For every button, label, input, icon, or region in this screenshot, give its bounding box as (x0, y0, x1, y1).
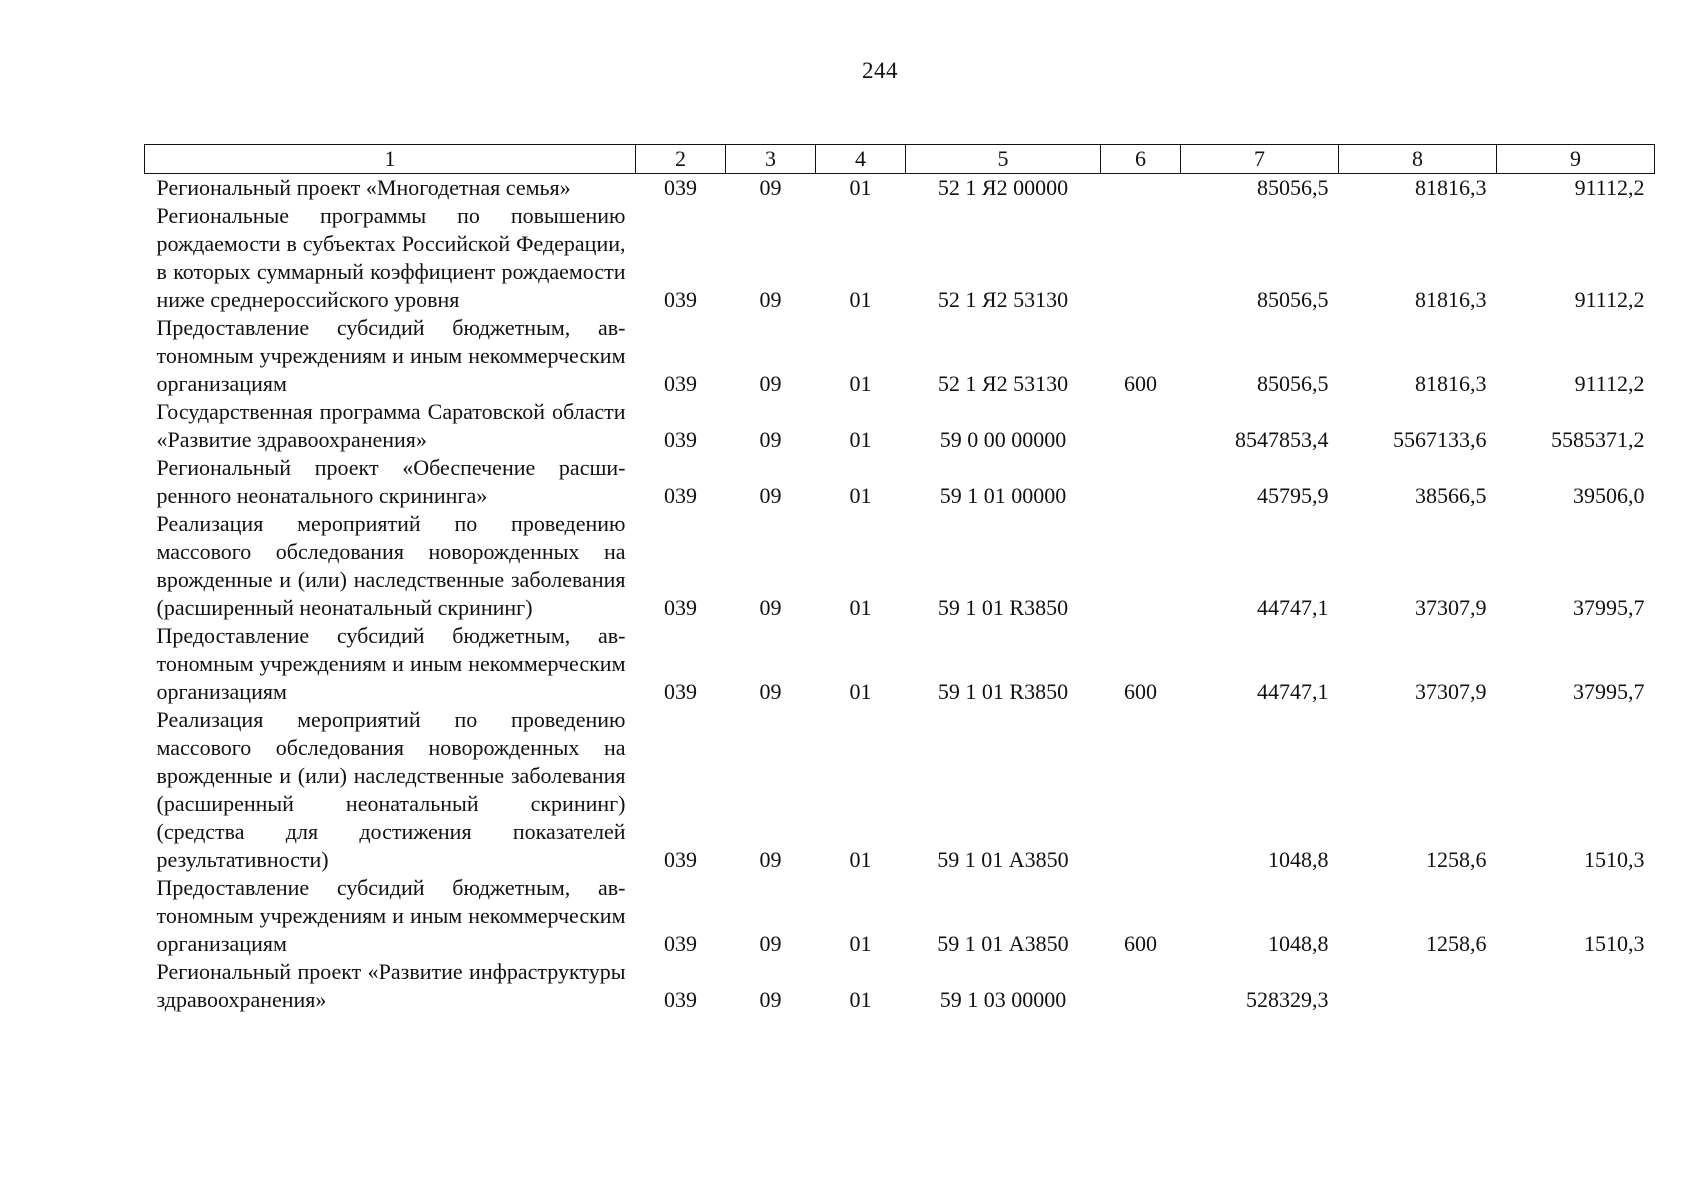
cell-amount-col8: 1258,6 (1426, 847, 1487, 872)
table-row (145, 174, 1655, 203)
cell-amount-col9: 39506,0 (1573, 483, 1645, 508)
budget-table (144, 144, 1655, 1014)
cell-target-article: 59 1 03 00000 (939, 987, 1067, 1012)
cell-amount-col8: 1258,6 (1426, 931, 1487, 956)
column-header: 5 (906, 145, 1101, 174)
cell-target-article: 52 1 Я2 53130 (937, 371, 1069, 396)
table-row (145, 398, 1655, 454)
row-description: Региональный проект «Обеспечение расширенного неонатального скрининга» (156, 455, 626, 508)
cell-amount-col7: 44747,1 (1257, 679, 1329, 704)
table-body (145, 174, 1655, 1015)
cell-section: 09 (759, 427, 782, 452)
cell-section: 09 (759, 847, 782, 872)
cell-section: 09 (759, 371, 782, 396)
cell-expense-type: 600 (1124, 931, 1157, 956)
cell-expense-type (1101, 958, 1181, 1014)
row-description: Предоставление субсидий бюджетным, автономным учреждениям и иным некоммерческим организациям (156, 315, 626, 396)
cell-ministry-code: 039 (664, 175, 697, 200)
cell-amount-col8: 38566,5 (1415, 483, 1487, 508)
column-header: 2 (636, 145, 726, 174)
table-row (145, 958, 1655, 1014)
cell-amount-col9: 1510,3 (1584, 847, 1645, 872)
column-header: 6 (1101, 145, 1181, 174)
cell-subsection: 01 (849, 287, 872, 312)
cell-target-article: 59 1 01 А3850 (937, 847, 1069, 872)
cell-amount-col8: 81816,3 (1415, 175, 1487, 200)
cell-ministry-code: 039 (664, 679, 697, 704)
cell-expense-type (1101, 174, 1181, 203)
cell-ministry-code: 039 (664, 287, 697, 312)
cell-expense-type: 600 (1124, 679, 1157, 704)
cell-amount-col9: 37995,7 (1573, 595, 1645, 620)
cell-section: 09 (759, 987, 782, 1012)
cell-expense-type (1101, 454, 1181, 510)
row-description: Региональные программы по повышению рождаемости в субъектах Российской Федерации, в которых суммарный коэффициент рождаемости ниже среднероссийского уровня (156, 203, 626, 312)
cell-section: 09 (759, 595, 782, 620)
cell-section: 09 (759, 175, 782, 200)
table-row (145, 874, 1655, 958)
cell-ministry-code: 039 (664, 483, 697, 508)
cell-amount-col9: 91112,2 (1574, 175, 1645, 200)
cell-section: 09 (759, 931, 782, 956)
cell-amount-col7: 85056,5 (1257, 175, 1329, 200)
table-row (145, 454, 1655, 510)
cell-target-article: 59 1 01 R3850 (937, 595, 1069, 620)
cell-subsection: 01 (849, 175, 872, 200)
cell-amount-col7: 1048,8 (1268, 931, 1329, 956)
cell-ministry-code: 039 (664, 595, 697, 620)
cell-amount-col7: 45795,9 (1257, 483, 1329, 508)
table-row (145, 510, 1655, 622)
cell-ministry-code: 039 (664, 427, 697, 452)
cell-amount-col7: 1048,8 (1268, 847, 1329, 872)
cell-amount-col7: 8547853,4 (1235, 427, 1329, 452)
cell-target-article: 59 1 01 R3850 (937, 679, 1069, 704)
cell-target-article: 52 1 Я2 53130 (937, 287, 1069, 312)
column-header: 8 (1339, 145, 1497, 174)
cell-target-article: 52 1 Я2 00000 (937, 175, 1069, 200)
row-description: Реализация мероприятий по проведению массового обследования новорожденных на врожденные и (или) наследственные заболевания (расширенный неонатальный скрининг) (средства для достижения показателей результативности) (156, 707, 626, 872)
column-header: 7 (1181, 145, 1339, 174)
row-description: Государственная программа Саратовской области «Развитие здравоохранения» (156, 399, 626, 452)
cell-amount-col9 (1497, 958, 1655, 1014)
cell-amount-col7: 528329,3 (1246, 987, 1329, 1012)
cell-section: 09 (759, 483, 782, 508)
table-row (145, 314, 1655, 398)
table-row (145, 622, 1655, 706)
cell-ministry-code: 039 (664, 371, 697, 396)
column-header: 1 (145, 145, 636, 174)
cell-amount-col7: 85056,5 (1257, 371, 1329, 396)
cell-amount-col7: 85056,5 (1257, 287, 1329, 312)
cell-subsection: 01 (849, 679, 872, 704)
row-description: Предоставление субсидий бюджетным, автономным учреждениям и иным некоммерческим организациям (156, 875, 626, 956)
cell-amount-col9: 1510,3 (1584, 931, 1645, 956)
page-number: 244 (862, 58, 898, 83)
cell-section: 09 (759, 679, 782, 704)
cell-expense-type (1101, 706, 1181, 874)
table-row (145, 202, 1655, 314)
cell-subsection: 01 (849, 847, 872, 872)
cell-subsection: 01 (849, 427, 872, 452)
cell-amount-col7: 44747,1 (1257, 595, 1329, 620)
row-description: Реализация мероприятий по проведению массового обследования новорожденных на врожденные и (или) наследственные заболевания (расширенный неонатальный скрининг) (156, 511, 626, 620)
cell-target-article: 59 1 01 00000 (939, 483, 1067, 508)
row-description: Региональный проект «Развитие инфраструктуры здравоохранения» (156, 959, 626, 1012)
cell-expense-type (1101, 202, 1181, 314)
cell-target-article: 59 1 01 А3850 (937, 931, 1069, 956)
cell-ministry-code: 039 (664, 931, 697, 956)
cell-amount-col9: 37995,7 (1573, 679, 1645, 704)
cell-amount-col9: 5585371,2 (1551, 427, 1645, 452)
table-header-row (145, 145, 1655, 174)
cell-amount-col8: 81816,3 (1415, 287, 1487, 312)
cell-amount-col9: 91112,2 (1574, 371, 1645, 396)
cell-amount-col8: 81816,3 (1415, 371, 1487, 396)
cell-amount-col9: 91112,2 (1574, 287, 1645, 312)
cell-amount-col8: 37307,9 (1415, 595, 1487, 620)
cell-ministry-code: 039 (664, 987, 697, 1012)
cell-expense-type (1101, 398, 1181, 454)
cell-subsection: 01 (849, 595, 872, 620)
table-row (145, 706, 1655, 874)
cell-subsection: 01 (849, 987, 872, 1012)
column-header: 4 (816, 145, 906, 174)
row-description: Региональный проект «Многодетная семья» (156, 175, 571, 200)
cell-amount-col8 (1339, 958, 1497, 1014)
cell-subsection: 01 (849, 483, 872, 508)
cell-amount-col8: 37307,9 (1415, 679, 1487, 704)
cell-target-article: 59 0 00 00000 (939, 427, 1067, 452)
row-description: Предоставление субсидий бюджетным, автономным учреждениям и иным некоммерческим организациям (156, 623, 626, 704)
cell-amount-col8: 5567133,6 (1393, 427, 1487, 452)
cell-section: 09 (759, 287, 782, 312)
cell-expense-type (1101, 510, 1181, 622)
column-header: 3 (726, 145, 816, 174)
cell-subsection: 01 (849, 931, 872, 956)
column-header: 9 (1497, 145, 1655, 174)
cell-subsection: 01 (849, 371, 872, 396)
cell-ministry-code: 039 (664, 847, 697, 872)
cell-expense-type: 600 (1124, 371, 1157, 396)
